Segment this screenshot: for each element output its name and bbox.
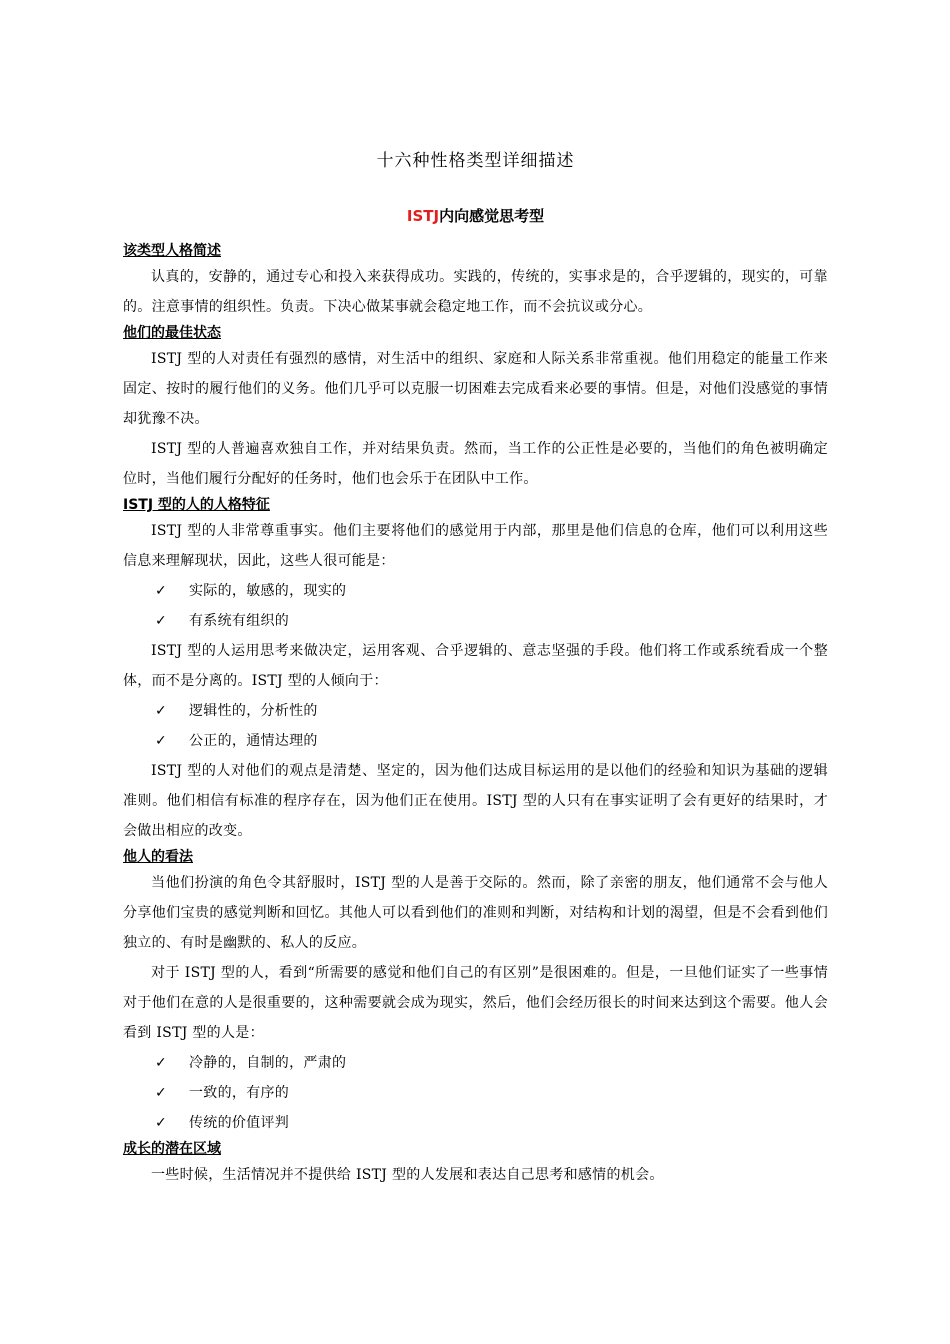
check-icon: ✓: [155, 1055, 168, 1071]
paragraph: 认真的，安静的，通过专心和投入来获得成功。实践的，传统的，实事求是的，合乎逻辑的，现实的，可靠的。注意事情的组织性。负责。下决心做某事就会稳定地工作，而不会抗议或分心。: [123, 269, 828, 315]
section-heading-best-state: 他们的最佳状态: [123, 325, 221, 341]
document-title: 十六种性格类型详细描述: [376, 151, 575, 171]
check-icon: ✓: [155, 703, 168, 719]
bullet-item: ✓ 传统的价值评判: [123, 1108, 828, 1138]
check-icon: ✓: [155, 1085, 168, 1101]
check-icon: ✓: [155, 1115, 168, 1131]
bullet-item: ✓ 冷静的，自制的，严肃的: [123, 1048, 828, 1078]
paragraph: 对于 ISTJ 型的人，看到“所需要的感觉和他们自己的有区别”是很困难的。但是，一旦他们证实了一些事情对于他们在意的人是很重要的，这种需要就会成为现实，然后，他们会经历很长的时间来达到这个需要。他人会看到 ISTJ 型的人是：: [123, 965, 828, 1041]
document-body: [123, 240, 828, 1190]
bullet-item: ✓ 实际的，敏感的，现实的: [123, 576, 828, 606]
bullet-item: ✓ 逻辑性的，分析性的: [123, 696, 828, 726]
paragraph: 当他们扮演的角色令其舒服时，ISTJ 型的人是善于交际的。然而，除了亲密的朋友，他们通常不会与他人分享他们宝贵的感觉判断和回忆。其他人可以看到他们的准则和判断，对结构和计划的渴望，但是不会看到他们独立的、有时是幽默的、私人的反应。: [123, 875, 828, 951]
paragraph: ISTJ 型的人对责任有强烈的感情，对生活中的组织、家庭和人际关系非常重视。他们用稳定的能量工作来固定、按时的履行他们的义务。他们几乎可以克服一切困难去完成看来必要的事情。但是，对他们没感觉的事情却犹豫不决。: [123, 351, 828, 427]
check-icon: ✓: [155, 733, 168, 749]
check-icon: ✓: [155, 613, 168, 629]
section-heading-traits: ISTJ 型的人的人格特征: [123, 497, 270, 513]
section-heading-overview: 该类型人格简述: [123, 243, 221, 259]
type-name: 内向感觉思考型: [439, 207, 545, 225]
bullet-item: ✓ 一致的，有序的: [123, 1078, 828, 1108]
section-heading-others-view: 他人的看法: [123, 849, 193, 865]
type-subtitle: [123, 205, 828, 226]
section-heading-growth: 成长的潜在区域: [123, 1141, 221, 1157]
paragraph: ISTJ 型的人非常尊重事实。他们主要将他们的感觉用于内部，那里是他们信息的仓库，他们可以利用这些信息来理解现状，因此，这些人很可能是：: [123, 523, 828, 569]
paragraph: ISTJ 型的人对他们的观点是清楚、坚定的，因为他们达成目标运用的是以他们的经验和知识为基础的逻辑准则。他们相信有标准的程序存在，因为他们正在使用。ISTJ 型的人只有在事实证明了会有更好的结果时，才会做出相应的改变。: [123, 763, 828, 839]
paragraph: ISTJ 型的人普遍喜欢独自工作，并对结果负责。然而，当工作的公正性是必要的，当他们的角色被明确定位时，当他们履行分配好的任务时，他们也会乐于在团队中工作。: [123, 441, 828, 487]
bullet-item: ✓ 有系统有组织的: [123, 606, 828, 636]
paragraph: ISTJ 型的人运用思考来做决定，运用客观、合乎逻辑的、意志坚强的手段。他们将工作或系统看成一个整体，而不是分离的。ISTJ 型的人倾向于：: [123, 643, 828, 689]
check-icon: ✓: [155, 583, 168, 599]
type-code: ISTJ: [406, 207, 440, 225]
paragraph: 一些时候，生活情况并不提供给 ISTJ 型的人发展和表达自己思考和感情的机会。: [151, 1167, 664, 1183]
bullet-item: ✓ 公正的，通情达理的: [123, 726, 828, 756]
